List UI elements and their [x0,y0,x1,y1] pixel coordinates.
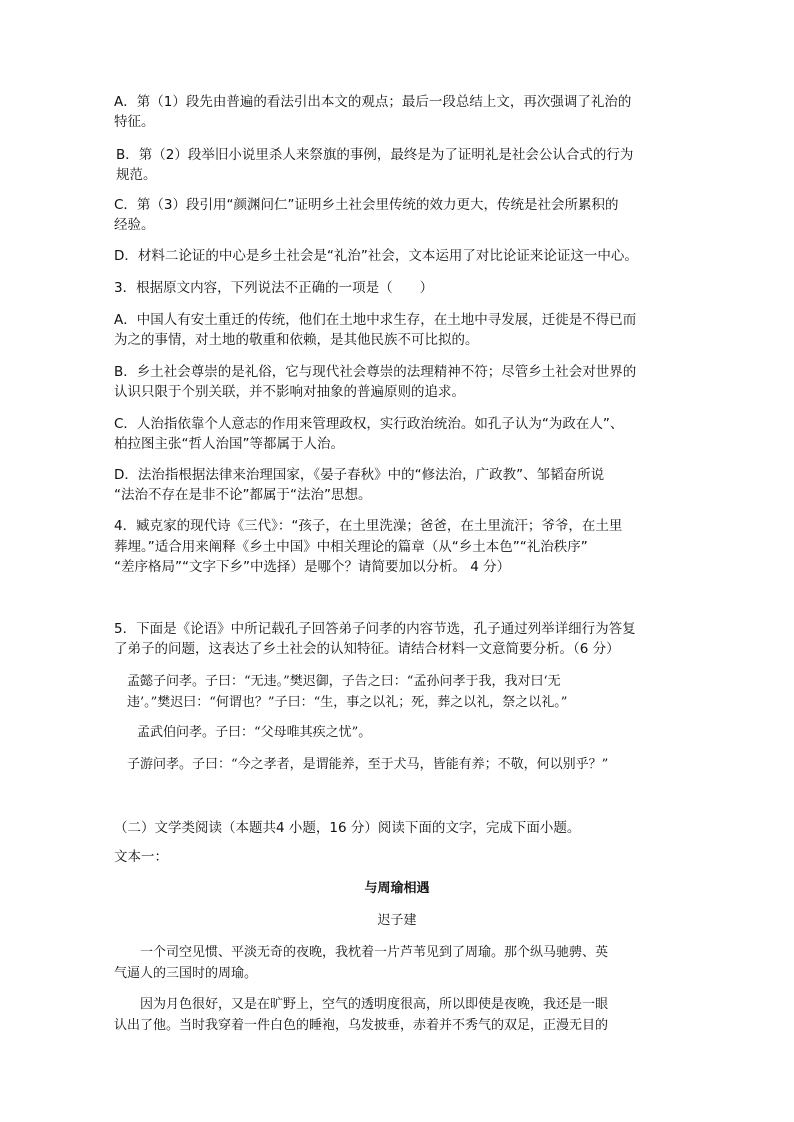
para2-line1: 因为月色很好，又是在旷野上，空气的透明度很高，所以即使是夜晚，我还是一眼 [140,997,609,1012]
q3-option-d-line2: “法治不存在是非不论”都属于“法治”思想。 [114,487,372,503]
q3-option-b-line1: B．乡土社会尊崇的是礼俗，它与现代社会尊崇的法理精神不符；尽管乡土社会对世界的 [114,364,637,380]
q2-option-d: D．材料二论证的中心是乡土社会是“礼治”社会，文本运用了对比论证来论证这一中心。 [114,248,638,264]
q3-option-c-line1: C．人治指依靠个人意志的作用来管理政权，实行政治统治。如孔子认为“为政在人”、 [114,416,624,432]
article-author: 迟子建 [377,913,417,928]
q4-line3: “差序格局”“文字下乡”中选择）是哪个？请简要加以分析。 4 分） [114,559,511,575]
lunyu-line1: 孟懿子问孝。子曰：“无违。”樊迟御，子告之曰：“孟孙问孝于我，我对曰‘无 [127,674,561,689]
q3-stem: 3．根据原文内容，下列说法不正确的一项是（ ） [114,280,434,296]
lunyu-line2: 违’。”樊迟曰：“何谓也？”子曰：“生，事之以礼；死，葬之以礼，祭之以礼。” [127,695,568,710]
q3-option-a-line1: A．中国人有安土重迁的传统，他们在土地中求生存，在土地中寻发展，迁徙是不得已而 [114,312,637,328]
q2-option-a-line2: 特征。 [114,114,155,130]
q3-option-a-line2: 为之的事情，对土地的敬重和依赖，是其他民族不可比拟的。 [114,332,479,348]
q5-line1: 5．下面是《论语》中所记载孔子回答弟子问孝的内容节选，孔子通过列举详细行为答复 [114,621,636,637]
q2-option-c-line2: 经验。 [114,217,155,233]
para1-line2: 气逼人的三国时的周瑜。 [114,966,258,981]
para1-line1: 一个司空见惯、平淡无奇的夜晚，我枕着一片芦苇见到了周瑜。那个纵马驰骋、英 [140,945,609,960]
q3-option-b-line2: 认识只限于个别关联，并不影响对抽象的普遍原则的追求。 [114,384,465,400]
q3-option-d-line1: D．法治指根据法律来治理国家，《晏子春秋》中的“修法治，广政教”、邹韬奋所说 [114,467,605,483]
q2-option-b-line1: B．第（2）段举旧小说里杀人来祭旗的事例，最终是为了证明礼是社会公认合式的行为 [116,147,634,163]
article-title: 与周瑜相遇 [364,881,430,896]
q2-option-c-line1: C．第（3）段引用“颜渊问仁”证明乡土社会里传统的效力更大，传统是社会所累积的 [114,197,619,213]
q4-line2: 葬埋。”适合用来阐释《乡土中国》中相关理论的篇章（从“乡土本色”“礼治秩序” [114,539,588,555]
q3-option-c-line2: 柏拉图主张“哲人治国”等都属于人治。 [114,436,344,452]
lunyu-line3: 孟武伯问孝。子曰：“父母唯其疾之忧”。 [137,725,372,740]
q4-line1: 4．臧克家的现代诗《三代》：“孩子，在土里洗澡；爸爸，在土里流汗；爷爷，在土里 [114,518,623,534]
text-label: 文本一： [114,849,168,865]
q5-line2: 了弟子的问题，这表达了乡土社会的认知特征。请结合材料一文意简要分析。（6 分） [114,641,620,657]
lunyu-line4: 子游问孝。子曰：“今之孝者，是谓能养，至于犬马，皆能有养；不敬，何以别乎？” [127,757,609,772]
para2-line2: 认出了他。当时我穿着一件白色的睡袍，乌发披垂，赤着并不秀气的双足，正漫无目的 [114,1018,609,1033]
section2-heading: （二）文学类阅读（本题共4 小题，16 分）阅读下面的文字，完成下面小题。 [114,820,581,836]
q2-option-a-line1: A．第（1）段先由普遍的看法引出本文的观点；最后一段总结上文，再次强调了礼治的 [114,94,632,110]
q2-option-b-line2: 规范。 [116,167,157,183]
